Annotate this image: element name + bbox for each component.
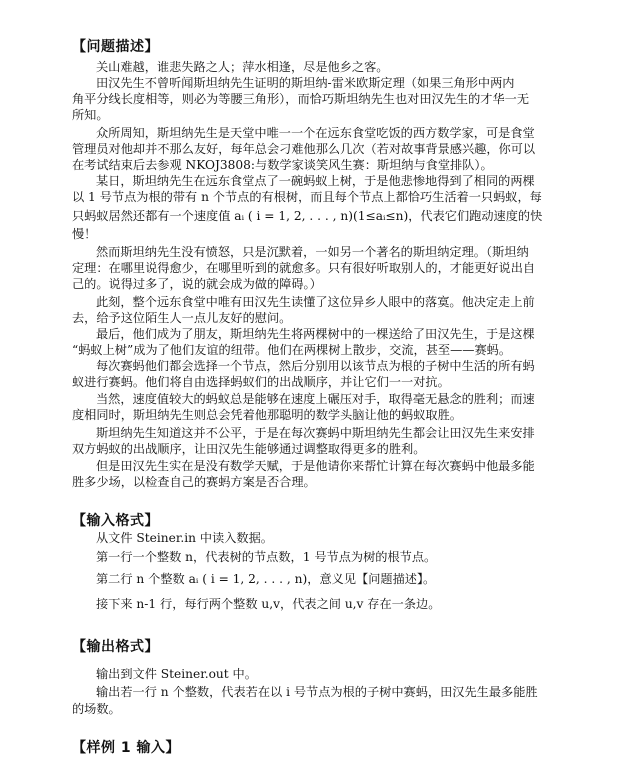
paragraph-line: “蚂蚁上树”成为了他们友谊的纽带。他们在两棵树上散步，交流，甚至——赛蚂。	[72, 343, 512, 357]
output-line: 输出到文件 Steiner.out 中。	[96, 667, 257, 681]
paragraph-line: 定理：在哪里说得愈少，在哪里听到的就愈多。只有很好听取别人的，才能更好说出自	[72, 261, 536, 275]
paragraph-line: 慢！	[72, 227, 97, 241]
paragraph-line: 田汉先生不曾听闻斯坦纳先生证明的斯坦纳-雷米欧斯定理（如果三角形中两内	[96, 76, 515, 90]
input-line: 接下来 n-1 行，每行两个整数 u,v，代表之间 u,v 存在一条边。	[96, 597, 441, 611]
paragraph-line: 斯坦纳先生知道这并不公平，于是在每次赛蚂中斯坦纳先生都会让田汉先生来安排	[96, 426, 535, 440]
paragraph-line: 每次赛蚂他们都会选择一个节点，然后分别用以该节点为根的子树中生活的所有蚂	[96, 359, 535, 373]
paragraph-line: 双方蚂蚁的出战顺序，让田汉先生能够通过调整取得更多的胜利。	[72, 442, 426, 456]
paragraph-line: 最后，他们成为了朋友，斯坦纳先生将两棵树中的一棵送给了田汉先生，于是这棵	[96, 327, 535, 341]
paragraph-line: 此刻，整个远东食堂中唯有田汉先生读懂了这位异乡人眼中的落寞。他决定走上前	[96, 295, 535, 309]
paragraph-line: 度相同时，斯坦纳先生则总会凭着他那聪明的数学头脑让他的蚂蚁取胜。	[72, 408, 462, 422]
paragraph-line: 所知。	[72, 108, 109, 122]
paragraph-line: 蚁进行赛蚂。他们将自由选择蚂蚁们的出战顺序，并让它们一一对抗。	[72, 375, 450, 389]
paragraph-line: 某日，斯坦纳先生在远东食堂点了一碗蚂蚁上树，于是他悲惨地得到了相同的两棵	[96, 174, 535, 188]
paragraph-line: 然而斯坦纳先生没有愤怒，只是沉默着，一如另一个著名的斯坦纳定理。（斯坦纳	[96, 245, 529, 259]
paragraph-line: 在考试结束后去参观 NKOJ3808:与数学家谈笑风生赛：斯坦纳与食堂排队）。	[72, 158, 493, 172]
paragraph-line: 当然，速度值较大的蚂蚁总是能够在速度上碾压对手，取得毫无悬念的胜利；而速	[96, 392, 535, 406]
problem-description-heading: 【问题描述】	[72, 39, 159, 55]
output-line: 输出若一行 n 个整数，代表若在以 i 号节点为根的子树中赛蚂，田汉先生最多能胜	[96, 685, 538, 699]
paragraph-line: 管理员对他却并不那么友好，每年总会刁难他那么几次（若对故事背景感兴趣，你可以	[72, 142, 536, 156]
paragraph-line: 但是田汉先生实在是没有数学天赋，于是他请你来帮忙计算在每次赛蚂中他最多能	[96, 459, 535, 473]
paragraph-line: 众所周知，斯坦纳先生是天堂中唯一一个在远东食堂吃饭的西方数学家，可是食堂	[96, 126, 535, 140]
paragraph-line: 己的。说得过多了，说的就会成为做的障碍。）	[72, 277, 322, 291]
sample-input-heading: 【样例 1 输入】	[72, 740, 180, 756]
input-line: 从文件 Steiner.in 中读入数据。	[96, 531, 273, 545]
paragraph-line: 胜多少场，以检查自己的赛蚂方案是否合理。	[72, 475, 316, 489]
paragraph-line: 关山难越，谁悲失路之人；萍水相逢，尽是他乡之客。	[96, 60, 389, 74]
input-line: 第一行一个整数 n，代表树的节点数，1 号节点为树的根节点。	[96, 550, 437, 564]
output-line: 的场数。	[72, 702, 121, 716]
input-format-heading: 【输入格式】	[72, 513, 159, 529]
paragraph-line: 只蚂蚁居然还都有一个速度值 aᵢ ( i = 1, 2, . . . , n)(1≤aᵢ≤n)，代表它们跑动速度的快	[72, 209, 543, 223]
paragraph-line: 以 1 号节点为根的带有 n 个节点的有根树，而且每个节点上都恰巧生活着一只蚂蚁，每	[72, 190, 542, 204]
paragraph-line: 角平分线长度相等，则必为等腰三角形），而恰巧斯坦纳先生也对田汉先生的才华一无	[72, 92, 530, 106]
output-format-heading: 【输出格式】	[72, 639, 159, 655]
paragraph-line: 去，给予这位陌生人一点儿友好的慰问。	[72, 311, 292, 325]
input-line: 第二行 n 个整数 aᵢ ( i = 1, 2, . . . , n)，意义见【问题描述】。	[96, 572, 436, 586]
